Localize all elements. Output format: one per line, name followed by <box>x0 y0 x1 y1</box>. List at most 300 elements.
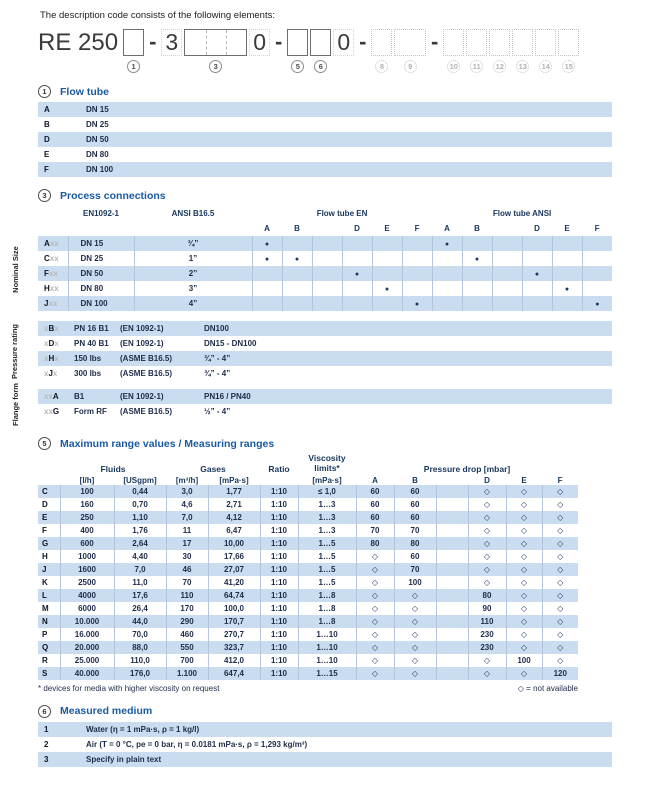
unit-column-header: [mPa·s] <box>208 476 260 485</box>
value-cell: 17 <box>166 537 208 550</box>
empty-cell <box>436 511 468 524</box>
value-cell: 1:10 <box>260 654 298 667</box>
empty-cell <box>582 251 612 266</box>
value-cell: 0,70 <box>114 498 166 511</box>
value-cell: 70 <box>166 576 208 589</box>
row-label-cell: Water (η = 1 mPa·s, ρ = 1 kg/l) <box>78 722 612 737</box>
value-cell: 1…5 <box>298 537 356 550</box>
dot-marker-icon: ● <box>444 241 450 248</box>
spacer-column-header <box>260 476 298 485</box>
empty-cell <box>436 550 468 563</box>
code-letter: C <box>42 486 48 496</box>
code-box-15 <box>558 29 579 73</box>
section-title: Measured medium <box>60 705 153 718</box>
value-cell: 60 <box>394 498 436 511</box>
diamond-icon: ◇ <box>371 564 379 574</box>
value-cell: 4,6 <box>166 498 208 511</box>
not-available-cell <box>506 615 542 628</box>
value-cell: 90 <box>468 602 506 615</box>
code-box-11 <box>466 29 487 73</box>
value-cell: 60 <box>394 485 436 498</box>
empty-cell <box>312 281 342 296</box>
diamond-icon: ◇ <box>483 538 491 548</box>
code-letter: Q <box>42 642 49 652</box>
measuring-range-row <box>38 485 578 498</box>
diamond-icon: ◇ <box>520 590 528 600</box>
value-cell: 1.100 <box>166 667 208 680</box>
description-code <box>38 29 638 73</box>
not-available-cell <box>356 602 394 615</box>
value-cell: 41,20 <box>208 576 260 589</box>
measuring-range-row <box>38 563 578 576</box>
pressure-rating-label: Pressure rating <box>10 323 20 379</box>
pressure-rating-row <box>38 351 612 366</box>
value-cell: 7,0 <box>166 511 208 524</box>
range-cell: PN16 / PN40 <box>204 389 612 404</box>
diamond-icon: ◇ <box>371 642 379 652</box>
value-cell: 100 <box>60 485 114 498</box>
section-title: Flow tube <box>60 85 109 98</box>
diamond-icon: ◇ <box>557 590 564 600</box>
ansi-size-cell: 4” <box>134 296 252 311</box>
availability-dot-cell <box>252 236 282 251</box>
empty-cell <box>312 236 342 251</box>
code-gray-suffix: x <box>54 354 59 363</box>
row-code <box>44 120 50 129</box>
measured-medium-row <box>38 737 612 752</box>
standard-cell: (EN 1092-1) <box>120 339 164 348</box>
measuring-range-row <box>38 550 578 563</box>
empty-cell <box>402 236 432 251</box>
code-letter: 2 <box>44 739 49 749</box>
flow-tube-table <box>38 102 612 177</box>
row-label-cell: DN 50 <box>78 132 612 147</box>
value-cell: 400 <box>60 524 114 537</box>
measured-medium-row <box>38 752 612 767</box>
value-cell: 160 <box>60 498 114 511</box>
rating-cell: 300 lbs <box>74 369 102 378</box>
viscosity-group-header: Viscosity limits* <box>298 454 356 476</box>
value-cell: 60 <box>356 485 394 498</box>
availability-dot-cell <box>552 281 582 296</box>
code-box-12 <box>489 29 510 73</box>
row-code <box>44 407 59 416</box>
section-title: Process connections <box>60 189 166 202</box>
measuring-range-row <box>38 589 578 602</box>
code-letter: P <box>42 629 48 639</box>
value-cell: 1:10 <box>260 511 298 524</box>
not-available-cell <box>356 576 394 589</box>
empty-cell <box>402 281 432 296</box>
value-cell: 110 <box>166 589 208 602</box>
code-position-number: 14 <box>539 60 552 73</box>
diamond-icon: ◇ <box>411 655 419 665</box>
diamond-icon: ◇ <box>371 629 379 639</box>
not-available-cell <box>468 511 506 524</box>
ansi-size-cell: ¾” <box>134 236 252 251</box>
value-cell: 60 <box>394 550 436 563</box>
measuring-ranges-table <box>38 454 578 680</box>
measuring-range-row <box>38 641 578 654</box>
flow-tube-column-header: E <box>552 221 582 236</box>
not-available-cell <box>468 537 506 550</box>
standard-cell: (ASME B16.5) <box>120 369 173 378</box>
not-available-cell <box>394 654 436 667</box>
row-code <box>44 299 57 308</box>
code-position-number: 9 <box>404 60 417 73</box>
row-code-cell <box>38 602 60 615</box>
spacer-column-header <box>436 476 468 485</box>
code-input-box <box>394 29 426 56</box>
code-input-box <box>287 29 308 56</box>
diamond-icon: ◇ <box>520 538 528 548</box>
diamond-icon: ◇ <box>557 525 564 535</box>
empty-cell <box>282 296 312 311</box>
unit-column-header: [m³/h] <box>166 476 208 485</box>
value-cell: 1…3 <box>298 498 356 511</box>
value-cell: 80 <box>468 589 506 602</box>
code-letter: R <box>42 655 48 665</box>
value-cell: 1000 <box>60 550 114 563</box>
empty-cell <box>582 236 612 251</box>
value-cell: 176,0 <box>114 667 166 680</box>
diamond-icon: ◇ <box>520 603 528 613</box>
not-available-cell <box>394 641 436 654</box>
diamond-icon: ◇ <box>520 616 528 626</box>
not-available-cell <box>506 563 542 576</box>
code-position-number: 5 <box>291 60 304 73</box>
code-gray-suffix: x <box>52 369 58 378</box>
measuring-range-row <box>38 576 578 589</box>
value-cell: 70 <box>356 524 394 537</box>
code-input-box <box>310 29 331 56</box>
not-available-cell <box>468 550 506 563</box>
value-cell: 70,0 <box>114 628 166 641</box>
code-digit: 3 <box>161 29 182 56</box>
section-header-flow-tube <box>38 85 638 98</box>
row-code-cell <box>38 281 68 296</box>
diamond-icon: ◇ <box>483 668 491 678</box>
dot-marker-icon: ● <box>264 241 270 248</box>
standard-cell: (ASME B16.5) <box>120 407 173 416</box>
value-cell: 110 <box>468 615 506 628</box>
code-dash-separator <box>428 29 441 55</box>
dot-marker-icon: ● <box>564 286 570 293</box>
row-code <box>44 324 59 333</box>
pressure-drop-group-header: Pressure drop [mbar] <box>356 454 578 476</box>
diamond-icon: ◇ <box>483 512 491 522</box>
value-cell: 1…5 <box>298 576 356 589</box>
empty-cell <box>436 654 468 667</box>
value-cell: 27,07 <box>208 563 260 576</box>
code-letter: J <box>42 564 47 574</box>
empty-cell <box>492 236 522 251</box>
code-letter: D <box>44 135 50 144</box>
value-cell: 6000 <box>60 602 114 615</box>
value-cell: 1…5 <box>298 550 356 563</box>
empty-cell <box>436 563 468 576</box>
range-cell: ¾” - 4” <box>204 351 612 366</box>
row-code <box>44 740 48 749</box>
empty-cell <box>252 296 282 311</box>
row-label-cell: Specify in plain text <box>78 752 612 767</box>
value-cell: 25.000 <box>60 654 114 667</box>
row-code-cell <box>38 162 78 177</box>
value-cell: 600 <box>60 537 114 550</box>
value-cell: 250 <box>60 511 114 524</box>
value-cell: 120 <box>542 667 578 680</box>
rating-cell: B1 <box>74 389 120 404</box>
not-available-legend: ◇ = not available <box>517 683 578 693</box>
diamond-icon: ◇ <box>483 486 491 496</box>
not-available-cell <box>356 563 394 576</box>
diamond-icon: ◇ <box>371 616 379 626</box>
value-cell: 3,0 <box>166 485 208 498</box>
value-cell: 412,0 <box>208 654 260 667</box>
range-cell: ½” - 4” <box>204 407 231 416</box>
empty-cell <box>462 281 492 296</box>
code-position-number: 6 <box>314 60 327 73</box>
en-size-cell: DN 25 <box>68 251 134 266</box>
not-available-cell <box>542 563 578 576</box>
row-code <box>44 105 50 114</box>
availability-dot-cell <box>342 266 372 281</box>
not-available-cell <box>542 628 578 641</box>
diamond-icon: ◇ <box>371 590 379 600</box>
flow-tube-column-header: F <box>402 221 432 236</box>
code-letter: E <box>42 512 48 522</box>
diamond-icon: ◇ <box>371 551 379 561</box>
diamond-icon: ◇ <box>557 642 564 652</box>
ansi-size-cell: 2” <box>134 266 252 281</box>
dot-marker-icon: ● <box>595 301 600 308</box>
code-items <box>122 29 580 73</box>
unit-column-header: [USgpm] <box>114 476 166 485</box>
empty-cell <box>342 251 372 266</box>
value-cell: 40.000 <box>60 667 114 680</box>
flow-tube-row <box>38 117 612 132</box>
row-code-cell <box>38 641 60 654</box>
value-cell: ≤ 1,0 <box>298 485 356 498</box>
code-box-divider <box>226 30 227 55</box>
ratio-group-header: Ratio <box>260 454 298 476</box>
row-label-cell: DN 100 <box>78 162 612 177</box>
not-available-cell <box>356 589 394 602</box>
pressure-rating-row <box>38 321 612 336</box>
value-cell: 11,0 <box>114 576 166 589</box>
not-available-cell <box>542 615 578 628</box>
value-cell: 1,76 <box>114 524 166 537</box>
empty-cell <box>552 236 582 251</box>
row-code-cell <box>38 251 68 266</box>
not-available-cell <box>542 589 578 602</box>
empty-cell <box>522 296 552 311</box>
not-available-cell <box>542 524 578 537</box>
measuring-range-row <box>38 654 578 667</box>
spacer-column-header <box>492 221 522 236</box>
not-available-cell <box>506 602 542 615</box>
not-available-cell <box>394 667 436 680</box>
dot-marker-icon: ● <box>354 271 360 278</box>
diamond-icon: ◇ <box>520 525 528 535</box>
flow-tube-column-header: B <box>282 221 312 236</box>
value-cell: 1…8 <box>298 615 356 628</box>
row-code-cell <box>38 654 60 667</box>
empty-cell <box>436 602 468 615</box>
availability-dot-cell <box>462 251 492 266</box>
not-available-cell <box>542 550 578 563</box>
ansi-standard-header: ANSI B16.5 <box>134 206 252 221</box>
rating-cell: PN 16 B1 <box>74 321 120 336</box>
diamond-icon: ◇ <box>557 512 564 522</box>
value-cell: 230 <box>468 628 506 641</box>
code-input-box <box>466 29 487 56</box>
empty-cell <box>342 281 372 296</box>
not-available-cell <box>356 550 394 563</box>
code-box-divider <box>206 30 207 55</box>
code-gray-prefix: xx <box>44 392 53 401</box>
row-code-cell <box>38 550 60 563</box>
empty-cell <box>492 251 522 266</box>
row-code-cell <box>38 576 60 589</box>
value-cell: 46 <box>166 563 208 576</box>
value-cell: 1…5 <box>298 563 356 576</box>
not-available-cell <box>542 654 578 667</box>
diamond-icon: ◇ <box>557 577 564 587</box>
code-gray-prefix: x <box>44 324 49 333</box>
value-cell: 6,47 <box>208 524 260 537</box>
value-cell: 1:10 <box>260 602 298 615</box>
value-cell: 1:10 <box>260 615 298 628</box>
empty-cell <box>522 281 552 296</box>
value-cell: 20.000 <box>60 641 114 654</box>
flow-tube-column-header: A <box>252 221 282 236</box>
value-cell: 17,6 <box>114 589 166 602</box>
diamond-icon: ◇ <box>371 668 379 678</box>
code-input-box <box>535 29 556 56</box>
code-input-box <box>489 29 510 56</box>
row-code-cell <box>38 752 78 767</box>
code-fixed-digit <box>333 29 354 56</box>
row-code-cell <box>38 404 74 419</box>
value-cell: 100,0 <box>208 602 260 615</box>
code-box-10 <box>443 29 464 73</box>
code-position-number: 12 <box>493 60 506 73</box>
code-gray-suffix: xx <box>48 269 58 278</box>
value-cell: 1,77 <box>208 485 260 498</box>
not-available-cell <box>468 498 506 511</box>
process-connections-block <box>10 206 638 311</box>
dash-icon: - <box>274 29 283 54</box>
value-cell: 7,0 <box>114 563 166 576</box>
not-available-cell <box>468 563 506 576</box>
empty-cell <box>432 296 462 311</box>
diamond-icon: ◇ <box>520 564 528 574</box>
row-code-cell <box>38 563 60 576</box>
empty-cell <box>522 251 552 266</box>
code-fixed-digit <box>249 29 270 56</box>
code-input-box <box>123 29 144 56</box>
pressure-rating-table <box>38 321 612 381</box>
row-code-cell <box>38 102 78 117</box>
diamond-icon: ◇ <box>557 551 564 561</box>
code-gray-suffix: xx <box>48 299 58 308</box>
dot-marker-icon: ● <box>474 256 480 263</box>
dot-marker-icon: ● <box>294 256 300 263</box>
row-code <box>44 150 49 159</box>
code-box-5 <box>287 29 308 73</box>
not-available-cell <box>468 524 506 537</box>
value-cell: 1600 <box>60 563 114 576</box>
en-size-cell: DN 15 <box>68 236 134 251</box>
row-code <box>44 284 59 293</box>
code-position-number: 8 <box>375 60 388 73</box>
empty-cell <box>436 615 468 628</box>
value-cell: 2500 <box>60 576 114 589</box>
code-letter: G <box>42 538 49 548</box>
value-cell: 70 <box>394 563 436 576</box>
value-cell: 10.000 <box>60 615 114 628</box>
row-code-cell <box>38 667 60 680</box>
code-position-number: 15 <box>562 60 575 73</box>
value-cell: 80 <box>356 537 394 550</box>
value-cell: 0,44 <box>114 485 166 498</box>
empty-cell <box>436 641 468 654</box>
measuring-range-row <box>38 628 578 641</box>
row-label-cell: Air (T = 0 °C, pe = 0 bar, η = 0.0181 mPa·s, ρ = 1,293 kg/m³) <box>86 739 308 749</box>
value-cell: 60 <box>394 511 436 524</box>
code-dash-separator <box>146 29 159 55</box>
value-cell: 270,7 <box>208 628 260 641</box>
value-cell: 100 <box>394 576 436 589</box>
row-code-cell <box>38 117 78 132</box>
row-code-cell <box>38 132 78 147</box>
code-box-13 <box>512 29 533 73</box>
row-code-cell <box>38 321 74 336</box>
pressure-rating-row <box>38 366 612 381</box>
dash-icon: - <box>149 29 157 54</box>
row-label-cell: DN 80 <box>86 150 109 159</box>
unit-column-header: B <box>394 476 436 485</box>
code-input-box <box>443 29 464 56</box>
not-available-cell <box>542 485 578 498</box>
en-size-cell: DN 80 <box>68 281 134 296</box>
unit-column-header: F <box>542 476 578 485</box>
row-code-cell <box>38 485 60 498</box>
code-letter: A <box>44 239 50 248</box>
row-code <box>44 339 59 348</box>
not-available-cell <box>542 511 578 524</box>
not-available-cell <box>356 654 394 667</box>
empty-cell <box>436 498 468 511</box>
code-gray-suffix: xx <box>49 239 59 248</box>
diamond-icon: ◇ <box>520 668 528 678</box>
code-letter: H <box>42 551 48 561</box>
row-code <box>44 239 59 248</box>
diamond-icon: ◇ <box>557 486 564 496</box>
empty-cell <box>492 296 522 311</box>
flow-tube-column-header: E <box>372 221 402 236</box>
code-letter: A <box>44 105 50 114</box>
measuring-range-row <box>38 511 578 524</box>
measuring-range-row <box>38 498 578 511</box>
process-connection-row <box>38 266 612 281</box>
diamond-icon: ◇ <box>411 603 419 613</box>
section-number-badge: 1 <box>38 85 51 98</box>
section-number-badge: 3 <box>38 189 51 202</box>
row-code-cell <box>38 537 60 550</box>
diamond-icon: ◇ <box>557 499 564 509</box>
